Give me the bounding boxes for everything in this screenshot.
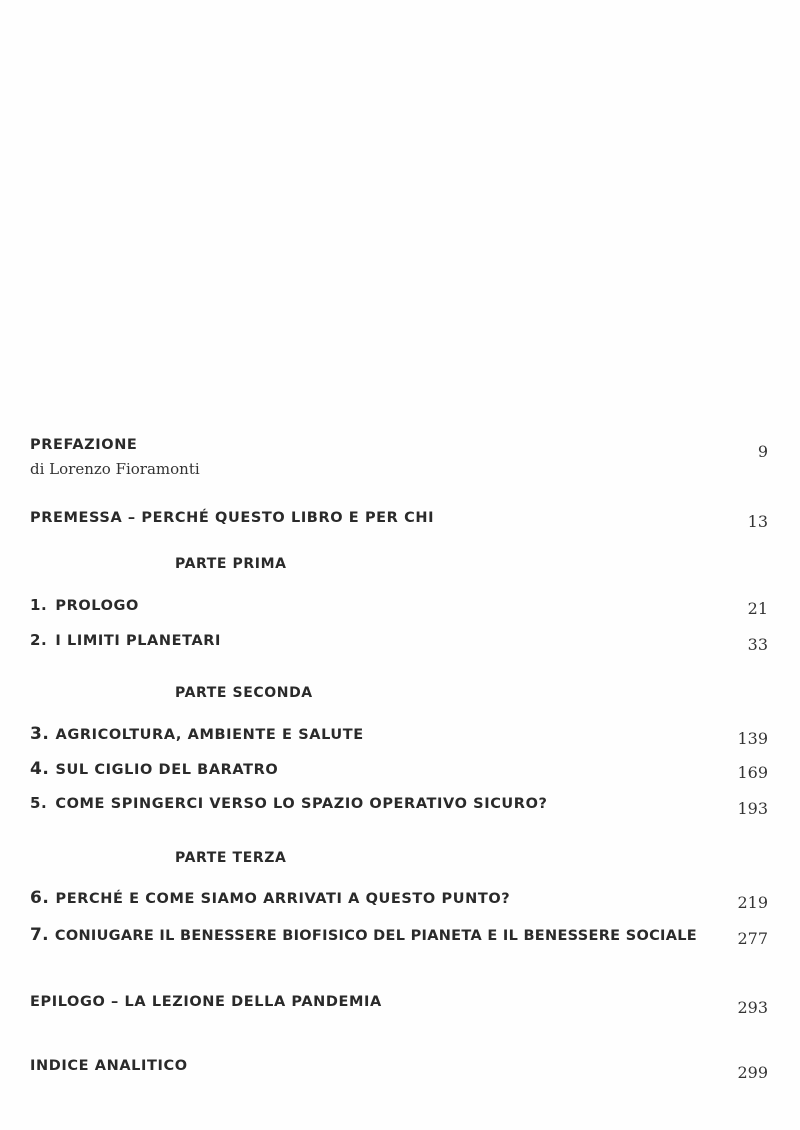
page-number-chapter-2: 33: [747, 635, 768, 654]
toc-title: SUL CIGLIO DEL BARATRO: [55, 762, 279, 778]
toc-title: PREFAZIONE: [30, 437, 138, 453]
toc-title: PREMESSA – PERCHÉ QUESTO LIBRO E PER CHI: [30, 510, 435, 526]
page-number-chapter-6: 219: [737, 893, 768, 912]
toc-entry-premessa[interactable]: [30, 510, 434, 526]
show-through-text: [330, 452, 780, 476]
toc-entry-chapter-7[interactable]: [30, 925, 697, 945]
toc-entry-indice-analitico[interactable]: [30, 1058, 188, 1074]
toc-title: EPILOGO – LA LEZIONE DELLA PANDEMIA: [30, 994, 382, 1010]
part-heading-seconda: PARTE SECONDA: [175, 685, 313, 701]
page-number-chapter-7: 277: [737, 929, 768, 948]
page-number-epilogo: 293: [737, 998, 768, 1017]
toc-title: PERCHÉ E COME SIAMO ARRIVATI A QUESTO PUNTO?: [55, 891, 511, 907]
toc-title: COME SPINGERCI VERSO LO SPAZIO OPERATIVO SICURO?: [55, 796, 548, 812]
toc-title: CONIUGARE IL BENESSERE BIOFISICO DEL PIANETA E IL BENESSERE SOCIALE: [54, 928, 697, 944]
page-number-prefazione: 9: [757, 442, 768, 461]
chapter-number: 5.: [30, 794, 48, 812]
chapter-number: 1.: [30, 596, 48, 614]
page-number-indice-analitico: 299: [737, 1063, 768, 1082]
part-heading-terza: PARTE TERZA: [175, 850, 287, 866]
page-number-chapter-4: 169: [737, 763, 768, 782]
toc-entry-chapter-6[interactable]: [30, 888, 510, 908]
page-number-chapter-1: 21: [747, 599, 768, 618]
page-number-chapter-5: 193: [737, 799, 768, 818]
chapter-number: 2.: [30, 631, 48, 649]
page-number-chapter-3: 139: [737, 729, 768, 748]
chapter-number: 4.: [30, 759, 50, 779]
toc-entry-chapter-1[interactable]: [30, 596, 139, 614]
toc-entry-chapter-4[interactable]: [30, 759, 278, 779]
toc-entry-prefazione-author: di Lorenzo Fioramonti: [30, 460, 200, 478]
chapter-number: 3.: [30, 724, 50, 744]
chapter-number: 7.: [30, 925, 49, 945]
toc-title: AGRICOLTURA, AMBIENTE E SALUTE: [55, 727, 364, 743]
toc-title: INDICE ANALITICO: [30, 1058, 188, 1074]
toc-entry-chapter-2[interactable]: [30, 631, 221, 649]
page-number-premessa: 13: [747, 512, 768, 531]
toc-entry-chapter-3[interactable]: [30, 724, 364, 744]
toc-title: I LIMITI PLANETARI: [55, 633, 222, 649]
toc-entry-chapter-5[interactable]: [30, 794, 548, 812]
toc-entry-epilogo[interactable]: [30, 994, 382, 1010]
part-heading-prima: PARTE PRIMA: [175, 556, 287, 572]
chapter-number: 6.: [30, 888, 50, 908]
toc-title: PROLOGO: [55, 598, 139, 614]
toc-entry-prefazione[interactable]: [30, 437, 137, 453]
